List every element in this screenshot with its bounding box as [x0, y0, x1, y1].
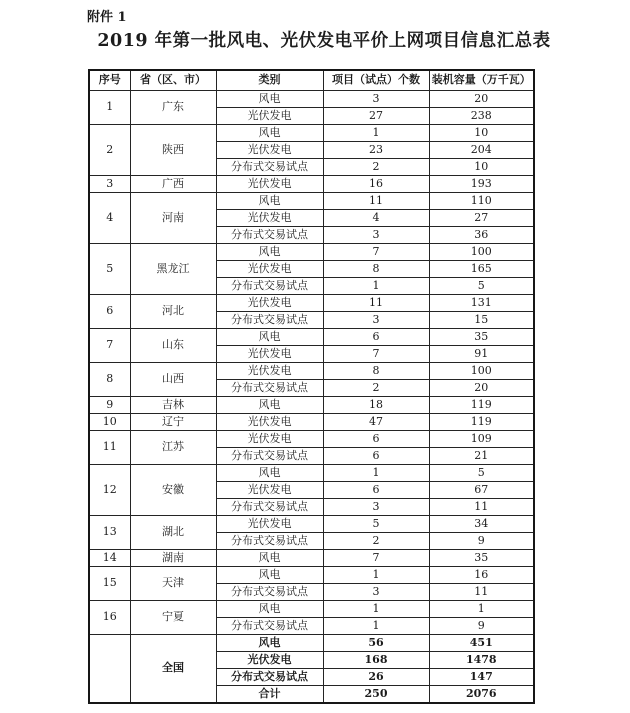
- cell-category: 风电: [216, 91, 323, 108]
- cell-capacity: 21: [429, 448, 534, 465]
- cell-serial-number: 2: [89, 125, 130, 176]
- cell-capacity: 147: [429, 669, 534, 686]
- cell-province: 山西: [130, 363, 216, 397]
- column-header-no: 序号: [89, 70, 130, 91]
- table-row: [89, 193, 534, 210]
- cell-project-count: 1: [323, 465, 429, 482]
- cell-category: 分布式交易试点: [216, 278, 323, 295]
- table-header: [89, 70, 534, 91]
- column-header-category: 类别: [216, 70, 323, 91]
- cell-category: 风电: [216, 244, 323, 261]
- table-row: [89, 363, 534, 380]
- cell-capacity: 9: [429, 618, 534, 635]
- cell-province: 湖北: [130, 516, 216, 550]
- cell-project-count: 27: [323, 108, 429, 125]
- cell-project-count: 1: [323, 125, 429, 142]
- cell-capacity: 119: [429, 414, 534, 431]
- cell-province: 宁夏: [130, 601, 216, 635]
- cell-project-count: 16: [323, 176, 429, 193]
- cell-category: 风电: [216, 550, 323, 567]
- cell-project-count: 7: [323, 550, 429, 567]
- table-row: [89, 414, 534, 431]
- cell-project-count: 4: [323, 210, 429, 227]
- cell-province: 辽宁: [130, 414, 216, 431]
- cell-serial-number: 5: [89, 244, 130, 295]
- cell-capacity: 131: [429, 295, 534, 312]
- cell-project-count: 18: [323, 397, 429, 414]
- cell-capacity: 35: [429, 550, 534, 567]
- table-row: [89, 635, 534, 652]
- cell-category: 风电: [216, 397, 323, 414]
- cell-category: 风电: [216, 465, 323, 482]
- cell-project-count: 1: [323, 567, 429, 584]
- cell-capacity: 165: [429, 261, 534, 278]
- cell-category: 光伏发电: [216, 210, 323, 227]
- summary-table: [88, 69, 535, 704]
- cell-province: 河南: [130, 193, 216, 244]
- cell-capacity: 9: [429, 533, 534, 550]
- cell-category: 光伏发电: [216, 346, 323, 363]
- cell-serial-number: 6: [89, 295, 130, 329]
- cell-capacity: 1: [429, 601, 534, 618]
- cell-category: 分布式交易试点: [216, 312, 323, 329]
- column-header-province: 省（区、市）: [130, 70, 216, 91]
- cell-category: 分布式交易试点: [216, 227, 323, 244]
- cell-province: 江苏: [130, 431, 216, 465]
- cell-capacity: 2076: [429, 686, 534, 704]
- table-row: [89, 550, 534, 567]
- cell-serial-number: 8: [89, 363, 130, 397]
- cell-province: 广西: [130, 176, 216, 193]
- cell-project-count: 2: [323, 159, 429, 176]
- cell-category: 光伏发电: [216, 363, 323, 380]
- cell-capacity: 27: [429, 210, 534, 227]
- cell-serial-number: 10: [89, 414, 130, 431]
- cell-serial-number: 9: [89, 397, 130, 414]
- cell-category: 分布式交易试点: [216, 584, 323, 601]
- cell-capacity: 238: [429, 108, 534, 125]
- cell-category: 分布式交易试点: [216, 380, 323, 397]
- cell-category: 光伏发电: [216, 108, 323, 125]
- cell-category: 风电: [216, 193, 323, 210]
- column-header-capacity: 装机容量（万千瓦）: [429, 70, 534, 91]
- cell-category: 风电: [216, 567, 323, 584]
- column-header-project-count: 项目（试点）个数: [323, 70, 429, 91]
- cell-capacity: 109: [429, 431, 534, 448]
- cell-capacity: 15: [429, 312, 534, 329]
- cell-project-count: 7: [323, 346, 429, 363]
- cell-category: 光伏发电: [216, 431, 323, 448]
- cell-project-count: 168: [323, 652, 429, 669]
- cell-project-count: 250: [323, 686, 429, 704]
- cell-project-count: 3: [323, 312, 429, 329]
- cell-province: 吉林: [130, 397, 216, 414]
- cell-project-count: 3: [323, 499, 429, 516]
- cell-serial-number: 1: [89, 91, 130, 125]
- cell-serial-number: 12: [89, 465, 130, 516]
- table-row: [89, 244, 534, 261]
- cell-province: 广东: [130, 91, 216, 125]
- table-row: [89, 567, 534, 584]
- cell-capacity: 5: [429, 465, 534, 482]
- cell-capacity: 110: [429, 193, 534, 210]
- cell-serial-number: 3: [89, 176, 130, 193]
- cell-serial-number: [89, 635, 130, 704]
- cell-capacity: 34: [429, 516, 534, 533]
- attachment-label: 附件 1: [87, 10, 127, 25]
- cell-serial-number: 4: [89, 193, 130, 244]
- cell-category: 光伏发电: [216, 516, 323, 533]
- cell-capacity: 5: [429, 278, 534, 295]
- cell-capacity: 91: [429, 346, 534, 363]
- table-row: [89, 295, 534, 312]
- cell-category: 风电: [216, 601, 323, 618]
- cell-category: 风电: [216, 635, 323, 652]
- cell-category: 风电: [216, 125, 323, 142]
- table-row: [89, 329, 534, 346]
- table-row: [89, 601, 534, 618]
- cell-project-count: 1: [323, 618, 429, 635]
- table-row: [89, 125, 534, 142]
- cell-category: 光伏发电: [216, 414, 323, 431]
- cell-capacity: 67: [429, 482, 534, 499]
- table-row: [89, 397, 534, 414]
- cell-project-count: 23: [323, 142, 429, 159]
- cell-category: 光伏发电: [216, 652, 323, 669]
- table-row: [89, 176, 534, 193]
- cell-project-count: 6: [323, 431, 429, 448]
- cell-category: 分布式交易试点: [216, 159, 323, 176]
- cell-project-count: 7: [323, 244, 429, 261]
- page-title: 2019 年第一批风电、光伏发电平价上网项目信息汇总表: [97, 31, 551, 51]
- cell-capacity: 193: [429, 176, 534, 193]
- cell-serial-number: 13: [89, 516, 130, 550]
- cell-serial-number: 15: [89, 567, 130, 601]
- cell-province: 湖南: [130, 550, 216, 567]
- cell-capacity: 1478: [429, 652, 534, 669]
- cell-project-count: 5: [323, 516, 429, 533]
- cell-province: 河北: [130, 295, 216, 329]
- cell-category: 分布式交易试点: [216, 448, 323, 465]
- cell-capacity: 11: [429, 499, 534, 516]
- cell-capacity: 16: [429, 567, 534, 584]
- cell-capacity: 100: [429, 244, 534, 261]
- cell-serial-number: 7: [89, 329, 130, 363]
- cell-capacity: 10: [429, 125, 534, 142]
- cell-category: 光伏发电: [216, 482, 323, 499]
- cell-category: 光伏发电: [216, 142, 323, 159]
- cell-province: 安徽: [130, 465, 216, 516]
- cell-province: 陕西: [130, 125, 216, 176]
- cell-project-count: 3: [323, 584, 429, 601]
- table-row: [89, 516, 534, 533]
- table-row: [89, 465, 534, 482]
- cell-capacity: 10: [429, 159, 534, 176]
- cell-project-count: 11: [323, 193, 429, 210]
- cell-capacity: 36: [429, 227, 534, 244]
- cell-project-count: 8: [323, 363, 429, 380]
- cell-province: 山东: [130, 329, 216, 363]
- header-row: [89, 70, 534, 91]
- cell-project-count: 56: [323, 635, 429, 652]
- cell-project-count: 2: [323, 533, 429, 550]
- cell-capacity: 20: [429, 91, 534, 108]
- cell-project-count: 47: [323, 414, 429, 431]
- cell-category: 光伏发电: [216, 295, 323, 312]
- table-row: [89, 431, 534, 448]
- cell-capacity: 20: [429, 380, 534, 397]
- cell-category: 光伏发电: [216, 261, 323, 278]
- cell-province: 天津: [130, 567, 216, 601]
- cell-project-count: 8: [323, 261, 429, 278]
- cell-project-count: 26: [323, 669, 429, 686]
- cell-capacity: 35: [429, 329, 534, 346]
- cell-category: 合计: [216, 686, 323, 704]
- cell-project-count: 1: [323, 278, 429, 295]
- cell-category: 分布式交易试点: [216, 618, 323, 635]
- cell-project-count: 3: [323, 227, 429, 244]
- cell-serial-number: 11: [89, 431, 130, 465]
- cell-project-count: 6: [323, 482, 429, 499]
- cell-project-count: 1: [323, 601, 429, 618]
- cell-project-count: 6: [323, 448, 429, 465]
- cell-capacity: 100: [429, 363, 534, 380]
- cell-province: 全国: [130, 635, 216, 704]
- cell-category: 风电: [216, 329, 323, 346]
- cell-serial-number: 16: [89, 601, 130, 635]
- cell-serial-number: 14: [89, 550, 130, 567]
- table-body: [89, 91, 534, 704]
- cell-category: 光伏发电: [216, 176, 323, 193]
- cell-project-count: 6: [323, 329, 429, 346]
- cell-capacity: 451: [429, 635, 534, 652]
- cell-category: 分布式交易试点: [216, 669, 323, 686]
- cell-capacity: 11: [429, 584, 534, 601]
- cell-capacity: 119: [429, 397, 534, 414]
- cell-project-count: 11: [323, 295, 429, 312]
- cell-category: 分布式交易试点: [216, 533, 323, 550]
- table-row: [89, 91, 534, 108]
- cell-province: 黑龙江: [130, 244, 216, 295]
- cell-category: 分布式交易试点: [216, 499, 323, 516]
- cell-project-count: 2: [323, 380, 429, 397]
- cell-project-count: 3: [323, 91, 429, 108]
- cell-capacity: 204: [429, 142, 534, 159]
